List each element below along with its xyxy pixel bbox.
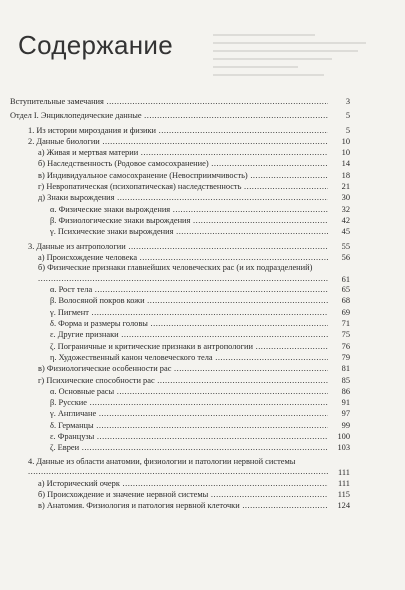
toc-entry: β. Волосяной покров кожи ..... 68 [10,295,350,306]
toc-entry: 3. Данные из антропологии ..... 55 [10,241,350,252]
toc-entry: α. Основные расы ..... 86 [10,386,350,397]
page-number: 14 [341,159,350,169]
toc-entry: Вступительные замечания ..... 3 [10,96,350,107]
toc-entry: ε. Другие признаки ..... 75 [10,329,350,340]
toc-entry: 1. Из истории мироздания и физики ..... 5 [10,125,350,136]
page-number: 76 [341,341,350,351]
toc-entry: Отдел I. Энциклопедические данные ..... 5 [10,110,350,121]
toc-entry: α. Физические знаки вырождения ..... 32 [10,204,350,215]
toc-entry: γ. Пигмент ..... 69 [10,307,350,318]
page-number: 10 [341,148,350,158]
toc-entry: в) Анатомия. Физиология и патология нервной клеточки ..... 124 [10,500,350,511]
page-number: 86 [341,386,350,396]
page-number: 111 [338,478,350,488]
toc-entry: α. Рост тела ..... 65 [10,284,350,295]
page-number: 111 [338,468,350,478]
show-through-text [213,28,383,98]
toc-entry: г) Невропатическая (психопатическая) наследственность ..... 21 [10,181,350,192]
toc-entry: б) Происхождение и значение нервной системы ..... 115 [10,489,350,500]
page-number: 99 [341,420,350,430]
page-number: 61 [341,274,350,284]
page-number: 115 [337,489,350,499]
toc-entry: δ. Форма и размеры головы ..... 71 [10,318,350,329]
toc-entry: в) Физиологические особенности рас ..... 81 [10,363,350,374]
page-number: 5 [345,111,350,121]
toc-entry: β. Русские ..... 91 [10,397,350,408]
page-number: 21 [341,182,350,192]
page-number: 45 [341,227,350,237]
toc-entry: а) Живая и мертвая материи ..... 10 [10,147,350,158]
page-number: 71 [341,319,350,329]
toc-entry: β. Физиологические знаки вырождения ..... 42 [10,215,350,226]
toc-entry: γ. Психические знаки вырождения ..... 45 [10,226,350,237]
toc-entry: д) Знаки вырождения ..... 30 [10,192,350,203]
toc-entry: γ. Англичане ..... 97 [10,408,350,419]
page-number: 81 [341,364,350,374]
toc-entry: б) Наследственность (Родовое самосохранение) ..... 14 [10,158,350,169]
toc-entry: г) Психические способности рас ..... 85 [10,375,350,386]
page-number: 42 [341,215,350,225]
page-number: 55 [341,241,350,251]
page-number: 75 [341,330,350,340]
page-number: 69 [341,307,350,317]
page-number: 100 [337,432,350,442]
toc-entry: ε. Французы ..... 100 [10,431,350,442]
page-number: 97 [341,409,350,419]
page-number: 124 [337,501,350,511]
page-number: 56 [341,252,350,262]
toc-entry: 2. Данные биологии ..... 10 [10,136,350,147]
toc-entry: а) Происхождение человека ..... 56 [10,252,350,263]
page-number: 79 [341,352,350,362]
page-number: 103 [337,443,350,453]
toc-entry: δ. Германцы ..... 99 [10,420,350,431]
page-title: Содержание [18,30,173,60]
page-number: 18 [341,170,350,180]
page-number: 5 [345,125,350,135]
toc-entry: б) Физические признаки главнейших человеческих рас (и их подразделений) ..... 61 [10,263,350,284]
page-number: 85 [341,375,350,385]
toc-entry: ζ. Евреи ..... 103 [10,442,350,453]
toc-entry: 4. Данные из области анатомии, физиологии и патологии нервной системы ..... 111 [10,457,350,478]
toc-entry: а) Исторический очерк ..... 111 [10,478,350,489]
page-number: 3 [345,97,350,106]
toc-entry: η. Художественный канон человеческого тела ..... 79 [10,352,350,363]
page-number: 10 [341,136,350,146]
toc-entry: в) Индивидуальное самосохранение (Невосприимчивость) ..... 18 [10,170,350,181]
toc-entry: ζ. Пограничные и критические признаки в антропологии ..... 76 [10,341,350,352]
page-number: 65 [341,285,350,295]
page-number: 91 [341,398,350,408]
page-number: 68 [341,296,350,306]
page-number: 30 [341,193,350,203]
page-number: 32 [341,204,350,214]
table-of-contents [10,96,350,512]
